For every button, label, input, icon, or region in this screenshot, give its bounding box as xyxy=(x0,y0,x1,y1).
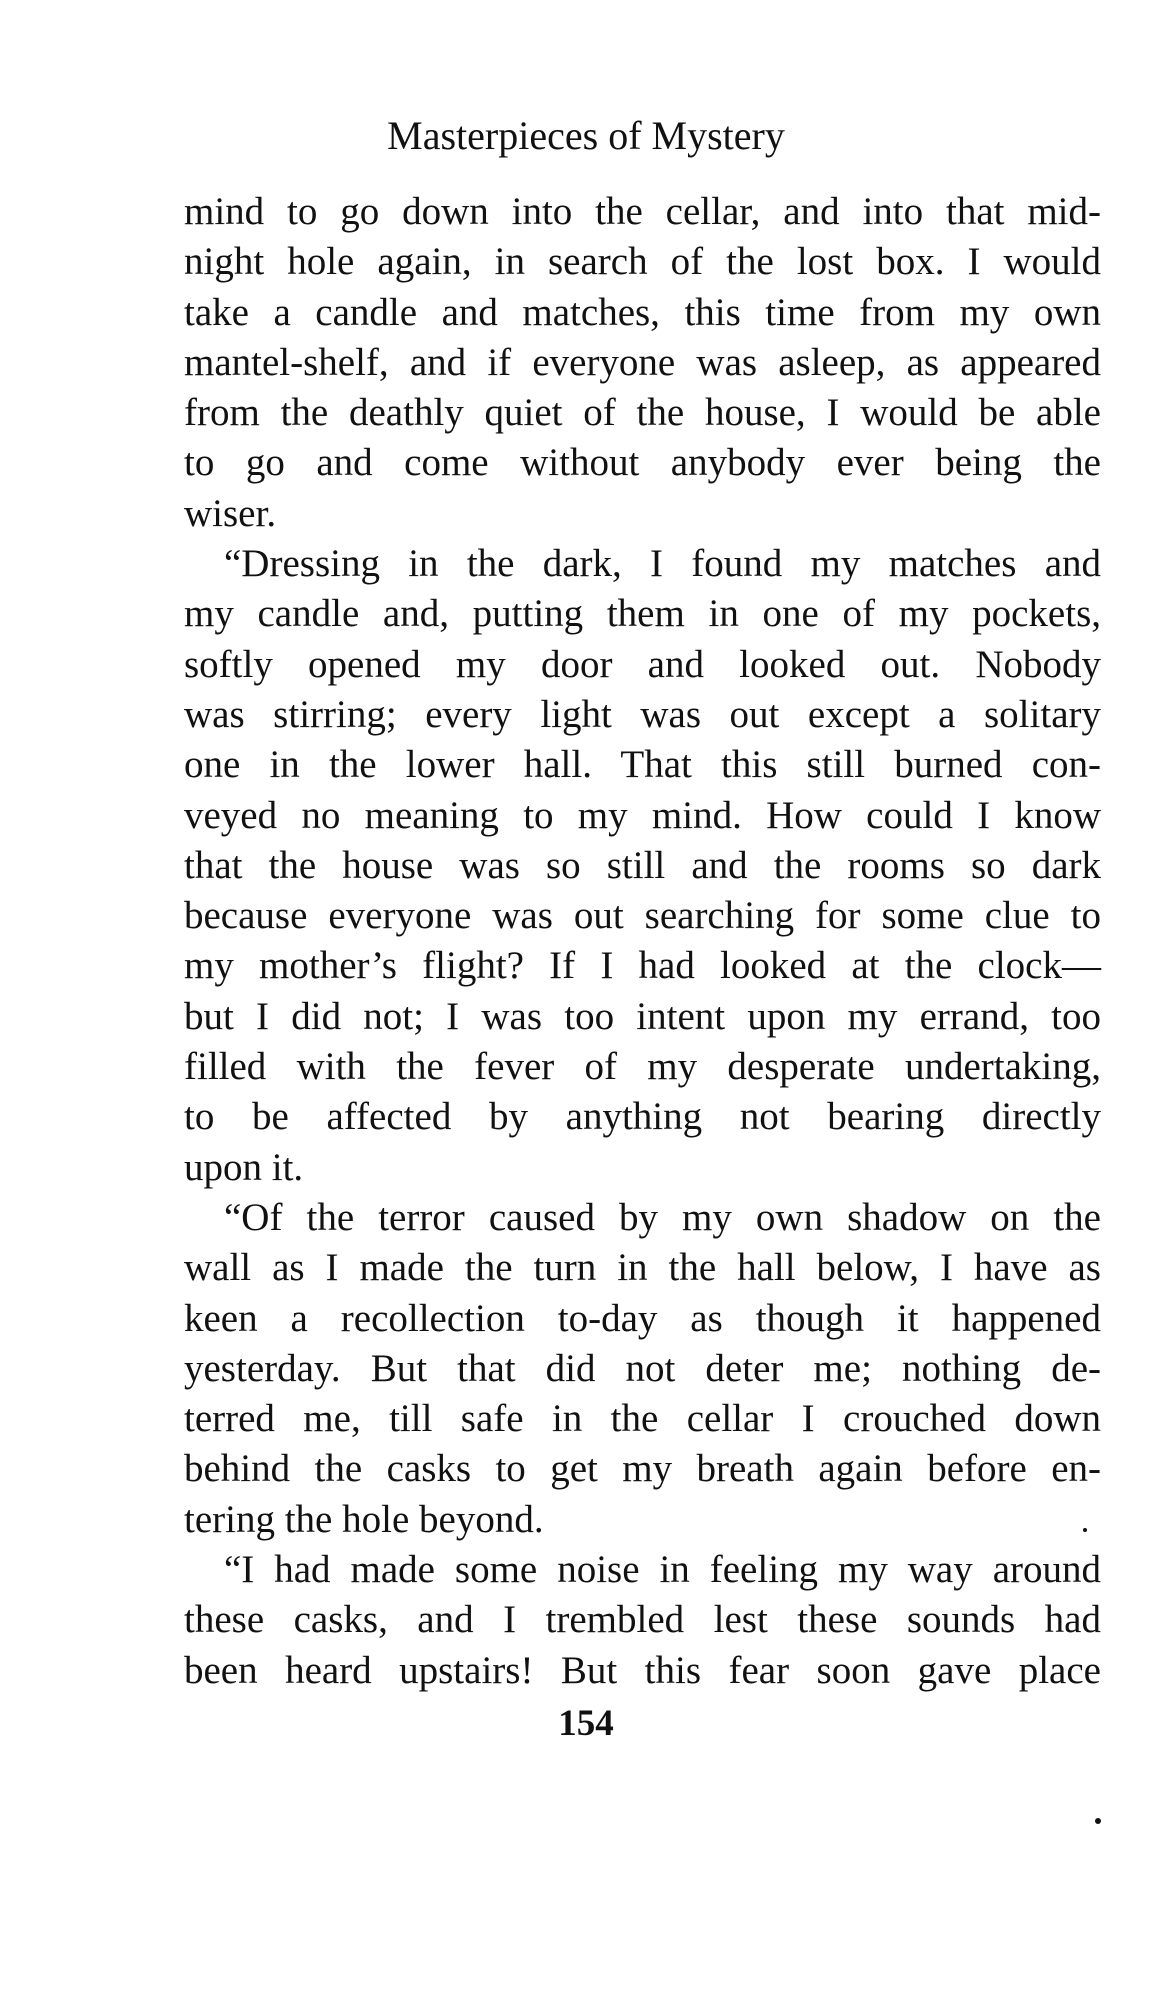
text-line: take a candle and matches, this time from my own xyxy=(184,290,1101,334)
running-head: Masterpieces of Mystery xyxy=(387,113,785,158)
text-line: one in the lower hall. That this still burned con- xyxy=(184,743,1101,787)
text-line: these casks, and I trembled lest these sounds had xyxy=(184,1598,1101,1642)
text-line: to be affected by anything not bearing directly xyxy=(184,1095,1101,1139)
text-line: my mother’s flight? If I had looked at the clock— xyxy=(184,944,1101,988)
text-line: keen a recollection to-day as though it happened xyxy=(184,1296,1101,1340)
text-line: but I did not; I was too intent upon my errand, too xyxy=(184,994,1101,1038)
text-line: yesterday. But that did not deter me; nothing de- xyxy=(184,1346,1101,1390)
page-number: 154 xyxy=(558,1703,614,1744)
text-line: been heard upstairs! But this fear soon gave place xyxy=(184,1648,1101,1692)
text-line: from the deathly quiet of the house, I would be able xyxy=(184,391,1101,435)
text-line: wall as I made the turn in the hall below, I have as xyxy=(184,1246,1101,1290)
paragraph-start-line: “Of the terror caused by my own shadow on the xyxy=(224,1195,1101,1239)
text-line: mantel-shelf, and if everyone was asleep, as appeared xyxy=(184,340,1101,384)
print-speck xyxy=(1095,1818,1101,1824)
print-speck xyxy=(1083,1528,1087,1532)
text-line: terred me, till safe in the cellar I crouched down xyxy=(184,1397,1101,1441)
text-line: wiser. xyxy=(184,491,277,535)
text-line: was stirring; every light was out except a solitary xyxy=(184,692,1101,736)
text-line: that the house was so still and the rooms so dark xyxy=(184,843,1101,887)
text-line: upon it. xyxy=(184,1145,304,1189)
text-line: veyed no meaning to my mind. How could I know xyxy=(184,793,1101,837)
text-line: because everyone was out searching for some clue to xyxy=(184,894,1101,938)
text-line: softly opened my door and looked out. Nobody xyxy=(184,642,1101,686)
text-line: behind the casks to get my breath again before en- xyxy=(184,1447,1101,1491)
text-line: filled with the fever of my desperate undertaking, xyxy=(184,1045,1101,1089)
text-line: night hole again, in search of the lost box. I would xyxy=(184,240,1101,284)
paragraph-start-line: “Dressing in the dark, I found my matches and xyxy=(224,542,1101,586)
text-line: my candle and, putting them in one of my pockets, xyxy=(184,592,1101,636)
text-line: mind to go down into the cellar, and into that mid- xyxy=(184,190,1101,233)
paragraph-start-line: “I had made some noise in feeling my way around xyxy=(224,1548,1101,1592)
text-line: tering the hole beyond. xyxy=(184,1497,544,1541)
text-line: to go and come without anybody ever being the xyxy=(184,441,1101,485)
body-text xyxy=(184,187,1101,1696)
